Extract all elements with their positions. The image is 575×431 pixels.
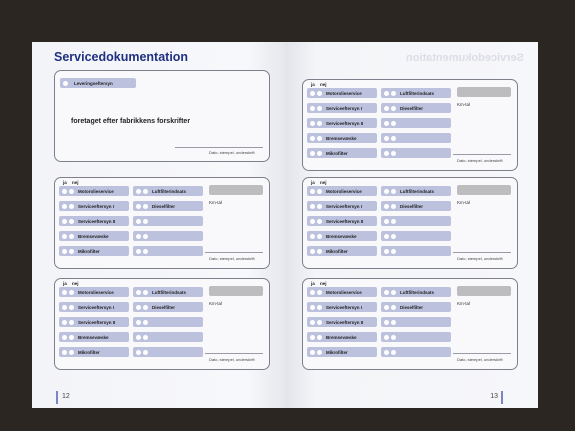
checklist-item[interactable]: [59, 317, 129, 327]
checklist-item[interactable]: [381, 201, 451, 211]
checklist-item-label: Mikrofilter: [78, 349, 100, 355]
checklist-item-label: Bremsevæske: [326, 233, 357, 239]
sign-label: Dato, stempel, underskrift: [457, 158, 503, 163]
checklist-item-label: Serviceeftersyn I: [78, 304, 115, 310]
checkbox-yes-icon[interactable]: [310, 350, 315, 355]
checklist-item-label: Mikrofilter: [326, 349, 348, 355]
checkbox-yes-icon[interactable]: [384, 204, 389, 209]
checkbox-yes-icon[interactable]: [384, 136, 389, 141]
checkbox-no-icon[interactable]: [143, 305, 148, 310]
checklist-item[interactable]: [133, 317, 203, 327]
checklist-item-label: Dieselfilter: [152, 203, 176, 209]
sign-label: Dato, stempel, underskrift: [457, 256, 503, 261]
checkbox-yes-icon[interactable]: [310, 189, 315, 194]
checklist-item[interactable]: [307, 347, 377, 357]
page-marker: [501, 391, 503, 404]
checkbox-yes-icon[interactable]: [136, 204, 141, 209]
checklist-item[interactable]: [381, 317, 451, 327]
checkbox-yes-icon[interactable]: [62, 189, 67, 194]
checklist-item[interactable]: [307, 231, 377, 241]
checklist-item[interactable]: [381, 231, 451, 241]
sign-line: [205, 353, 263, 354]
checkbox-no-icon[interactable]: [317, 151, 322, 156]
checklist-item[interactable]: [59, 347, 129, 357]
ja-label: ja: [311, 180, 315, 185]
checkbox-no-icon[interactable]: [317, 136, 322, 141]
checklist-item-label: Mikrofilter: [326, 248, 348, 254]
page-marker: [56, 391, 58, 404]
checkbox-no-icon[interactable]: [317, 121, 322, 126]
checklist-item[interactable]: [59, 231, 129, 241]
checkbox-no-icon[interactable]: [69, 219, 74, 224]
checkbox-yes-icon[interactable]: [310, 151, 315, 156]
checklist-item-label: Dieselfilter: [400, 304, 424, 310]
checkbox-no-icon[interactable]: [69, 249, 74, 254]
km-field[interactable]: [457, 87, 511, 97]
nej-label: nej: [72, 180, 79, 185]
checkbox-yes-icon[interactable]: [62, 234, 67, 239]
checklist-item[interactable]: [133, 186, 203, 196]
checklist-item[interactable]: [59, 332, 129, 342]
km-label: Km-tal: [209, 301, 223, 306]
checkbox-no-icon[interactable]: [317, 91, 322, 96]
checkbox-no-icon[interactable]: [317, 335, 322, 340]
checkbox-yes-icon[interactable]: [384, 290, 389, 295]
checkbox-no-icon[interactable]: [391, 249, 396, 254]
checkbox-yes-icon[interactable]: [384, 106, 389, 111]
checklist-item[interactable]: [381, 302, 451, 312]
checklist-item-label: Motorolieservice: [78, 188, 114, 194]
checkbox-yes-icon[interactable]: [62, 249, 67, 254]
left-page: [32, 42, 285, 408]
delivery-pill[interactable]: Leveringseftersyn: [60, 78, 136, 88]
checkbox-no-icon[interactable]: [143, 234, 148, 239]
sign-label: Dato, stempel, underskrift: [457, 357, 503, 362]
checklist-item-label: Motorolieservice: [326, 90, 362, 96]
ja-label: ja: [63, 281, 67, 286]
checklist-item-label: Bremsevæske: [78, 233, 109, 239]
checkbox-yes-icon[interactable]: [136, 350, 141, 355]
checkbox-no-icon[interactable]: [69, 335, 74, 340]
checklist-item[interactable]: [381, 88, 451, 98]
checkbox-no-icon[interactable]: [143, 189, 148, 194]
checklist-item[interactable]: [59, 246, 129, 256]
checkbox-yes-icon[interactable]: [310, 290, 315, 295]
checklist-item[interactable]: [133, 231, 203, 241]
checklist-item-label: Motorolieservice: [326, 289, 362, 295]
checkbox-yes-icon[interactable]: [310, 204, 315, 209]
km-label: Km-tal: [457, 102, 471, 107]
checkbox-no-icon[interactable]: [391, 91, 396, 96]
checkbox-no-icon[interactable]: [391, 204, 396, 209]
km-field[interactable]: [209, 286, 263, 296]
checkbox-no-icon[interactable]: [143, 335, 148, 340]
checkbox-yes-icon[interactable]: [310, 249, 315, 254]
checkbox-no-icon[interactable]: [391, 219, 396, 224]
checkbox-yes-icon[interactable]: [310, 136, 315, 141]
service-record-box: [302, 278, 518, 370]
sign-label: Dato, stempel, underskrift: [209, 150, 255, 155]
service-record-box: [54, 177, 270, 269]
checkbox-yes-icon[interactable]: [310, 234, 315, 239]
checklist-item-label: Serviceeftersyn I: [326, 105, 363, 111]
checklist-item[interactable]: [307, 103, 377, 113]
km-field[interactable]: [457, 185, 511, 195]
checkbox-no-icon[interactable]: [391, 106, 396, 111]
checkbox-no-icon[interactable]: [69, 204, 74, 209]
checklist-item[interactable]: [307, 287, 377, 297]
checklist-item-label: Bremsevæske: [78, 334, 109, 340]
checklist-item[interactable]: [59, 216, 129, 226]
checkbox-no-icon[interactable]: [391, 350, 396, 355]
km-field[interactable]: [209, 185, 263, 195]
checklist-item-label: Serviceeftersyn II: [326, 319, 364, 325]
km-field[interactable]: [457, 286, 511, 296]
sign-line: [453, 353, 511, 354]
checklist-item-label: Mikrofilter: [326, 150, 348, 156]
checkbox-circle-icon[interactable]: [63, 81, 68, 86]
checklist-item-label: Dieselfilter: [400, 203, 424, 209]
nej-label: nej: [320, 180, 327, 185]
checkbox-yes-icon[interactable]: [384, 305, 389, 310]
booklet-spread: [32, 42, 538, 408]
checkbox-yes-icon[interactable]: [310, 91, 315, 96]
checkbox-yes-icon[interactable]: [384, 121, 389, 126]
checklist-item[interactable]: [133, 246, 203, 256]
checklist-item[interactable]: [381, 332, 451, 342]
checkbox-no-icon[interactable]: [143, 204, 148, 209]
checkbox-no-icon[interactable]: [143, 350, 148, 355]
checklist-item[interactable]: [381, 103, 451, 113]
checklist-item-label: Dieselfilter: [400, 105, 424, 111]
checkbox-no-icon[interactable]: [317, 234, 322, 239]
checklist-item[interactable]: [307, 186, 377, 196]
checklist-item[interactable]: [381, 216, 451, 226]
checkbox-no-icon[interactable]: [69, 290, 74, 295]
checklist-item[interactable]: [381, 186, 451, 196]
checklist-item[interactable]: [133, 347, 203, 357]
km-label: Km-tal: [209, 200, 223, 205]
checkbox-yes-icon[interactable]: [62, 350, 67, 355]
checklist-item[interactable]: [381, 347, 451, 357]
checklist-item[interactable]: [307, 302, 377, 312]
checkbox-no-icon[interactable]: [391, 305, 396, 310]
checkbox-no-icon[interactable]: [391, 136, 396, 141]
checkbox-no-icon[interactable]: [391, 151, 396, 156]
checklist-item-label: Serviceeftersyn II: [78, 218, 116, 224]
checklist-item-label: Serviceeftersyn II: [326, 218, 364, 224]
checkbox-no-icon[interactable]: [69, 305, 74, 310]
checkbox-no-icon[interactable]: [317, 204, 322, 209]
checkbox-no-icon[interactable]: [317, 320, 322, 325]
checkbox-yes-icon[interactable]: [310, 106, 315, 111]
checkbox-yes-icon[interactable]: [136, 335, 141, 340]
checklist-item-label: Luftfilterindsats: [400, 188, 435, 194]
checklist-item-label: Luftfilterindsats: [400, 289, 435, 295]
checkbox-yes-icon[interactable]: [136, 305, 141, 310]
checklist-item[interactable]: [133, 302, 203, 312]
checkbox-no-icon[interactable]: [143, 249, 148, 254]
service-record-box: [302, 79, 518, 171]
checkbox-yes-icon[interactable]: [136, 290, 141, 295]
checkbox-yes-icon[interactable]: [310, 335, 315, 340]
checkbox-yes-icon[interactable]: [136, 234, 141, 239]
checkbox-yes-icon[interactable]: [384, 350, 389, 355]
checklist-item[interactable]: [59, 201, 129, 211]
checklist-item[interactable]: [307, 148, 377, 158]
checklist-item[interactable]: [307, 88, 377, 98]
checklist-item-label: Serviceeftersyn I: [326, 203, 363, 209]
checkbox-yes-icon[interactable]: [62, 335, 67, 340]
service-record-box: [54, 278, 270, 370]
page-title: Servicedokumentation: [54, 50, 189, 64]
sign-line: [205, 252, 263, 253]
checklist-item[interactable]: [133, 201, 203, 211]
checkbox-no-icon[interactable]: [69, 234, 74, 239]
checklist-item[interactable]: [307, 246, 377, 256]
checklist-item-label: Bremsevæske: [326, 135, 357, 141]
sign-label: Dato, stempel, underskrift: [209, 256, 255, 261]
checklist-item[interactable]: [133, 332, 203, 342]
checklist-item[interactable]: [307, 317, 377, 327]
right-page: [285, 42, 538, 408]
checklist-item[interactable]: [381, 133, 451, 143]
checkbox-no-icon[interactable]: [317, 106, 322, 111]
checkbox-yes-icon[interactable]: [136, 320, 141, 325]
checkbox-no-icon[interactable]: [391, 234, 396, 239]
checkbox-yes-icon[interactable]: [62, 219, 67, 224]
checklist-item[interactable]: [381, 148, 451, 158]
checkbox-no-icon[interactable]: [143, 290, 148, 295]
checklist-item[interactable]: [307, 118, 377, 128]
checklist-item-label: Mikrofilter: [78, 248, 100, 254]
checkbox-yes-icon[interactable]: [136, 219, 141, 224]
checklist-item[interactable]: [59, 287, 129, 297]
checkbox-no-icon[interactable]: [391, 121, 396, 126]
checkbox-no-icon[interactable]: [69, 350, 74, 355]
km-label: Km-tal: [457, 200, 471, 205]
checklist-item[interactable]: [307, 201, 377, 211]
checkbox-yes-icon[interactable]: [62, 290, 67, 295]
checkbox-yes-icon[interactable]: [384, 189, 389, 194]
checklist-item-label: Serviceeftersyn I: [78, 203, 115, 209]
show-through-title: Servicedokumentation: [406, 52, 524, 64]
checkbox-no-icon[interactable]: [317, 350, 322, 355]
checkbox-yes-icon[interactable]: [310, 121, 315, 126]
checkbox-no-icon[interactable]: [391, 290, 396, 295]
checklist-item-label: Motorolieservice: [78, 289, 114, 295]
checklist-item-label: Luftfilterindsats: [400, 90, 435, 96]
checklist-item[interactable]: [133, 216, 203, 226]
nej-label: nej: [72, 281, 79, 286]
checkbox-no-icon[interactable]: [391, 189, 396, 194]
checklist-item-label: Luftfilterindsats: [152, 289, 187, 295]
checkbox-no-icon[interactable]: [317, 305, 322, 310]
checklist-item[interactable]: [307, 332, 377, 342]
intro-text: foretaget efter fabrikkens forskrifter: [71, 118, 191, 125]
checkbox-no-icon[interactable]: [391, 335, 396, 340]
checkbox-yes-icon[interactable]: [136, 189, 141, 194]
page-number: 13: [490, 393, 498, 400]
checkbox-yes-icon[interactable]: [384, 151, 389, 156]
checkbox-no-icon[interactable]: [391, 320, 396, 325]
checkbox-no-icon[interactable]: [69, 320, 74, 325]
checkbox-no-icon[interactable]: [317, 219, 322, 224]
checkbox-no-icon[interactable]: [143, 219, 148, 224]
ja-label: ja: [311, 82, 315, 87]
checklist-item-label: Luftfilterindsats: [152, 188, 187, 194]
checkbox-yes-icon[interactable]: [310, 219, 315, 224]
checklist-item-label: Motorolieservice: [326, 188, 362, 194]
checklist-item[interactable]: [59, 302, 129, 312]
checkbox-yes-icon[interactable]: [384, 249, 389, 254]
sign-label: Dato, stempel, underskrift: [209, 357, 255, 362]
checklist-item[interactable]: [133, 287, 203, 297]
nej-label: nej: [320, 82, 327, 87]
checkbox-yes-icon[interactable]: [384, 234, 389, 239]
checklist-item-label: Serviceeftersyn I: [326, 304, 363, 310]
checkbox-yes-icon[interactable]: [384, 219, 389, 224]
sign-line: [175, 147, 263, 148]
checkbox-yes-icon[interactable]: [384, 335, 389, 340]
km-label: Km-tal: [457, 301, 471, 306]
checkbox-no-icon[interactable]: [69, 189, 74, 194]
checkbox-no-icon[interactable]: [143, 320, 148, 325]
ja-label: ja: [311, 281, 315, 286]
checkbox-yes-icon[interactable]: [62, 204, 67, 209]
checkbox-yes-icon[interactable]: [62, 320, 67, 325]
checklist-item-label: Bremsevæske: [326, 334, 357, 340]
checkbox-yes-icon[interactable]: [384, 91, 389, 96]
nej-label: nej: [320, 281, 327, 286]
sign-line: [453, 252, 511, 253]
checklist-item[interactable]: [381, 246, 451, 256]
checkbox-yes-icon[interactable]: [136, 249, 141, 254]
checkbox-yes-icon[interactable]: [310, 305, 315, 310]
ja-label: ja: [63, 180, 67, 185]
checklist-item-label: Serviceeftersyn II: [78, 319, 116, 325]
checklist-item[interactable]: [381, 287, 451, 297]
checkbox-yes-icon[interactable]: [384, 320, 389, 325]
checklist-item[interactable]: [307, 133, 377, 143]
checklist-item-label: Dieselfilter: [152, 304, 176, 310]
checkbox-yes-icon[interactable]: [62, 305, 67, 310]
checkbox-no-icon[interactable]: [317, 189, 322, 194]
checklist-item[interactable]: [381, 118, 451, 128]
checklist-item[interactable]: [59, 186, 129, 196]
checkbox-yes-icon[interactable]: [310, 320, 315, 325]
checklist-item-label: Serviceeftersyn II: [326, 120, 364, 126]
sign-line: [453, 154, 511, 155]
page-number: 12: [62, 393, 70, 400]
checkbox-no-icon[interactable]: [317, 290, 322, 295]
checkbox-no-icon[interactable]: [317, 249, 322, 254]
checklist-item[interactable]: [307, 216, 377, 226]
service-record-box: [302, 177, 518, 269]
delivery-inspection-box: [54, 70, 270, 162]
